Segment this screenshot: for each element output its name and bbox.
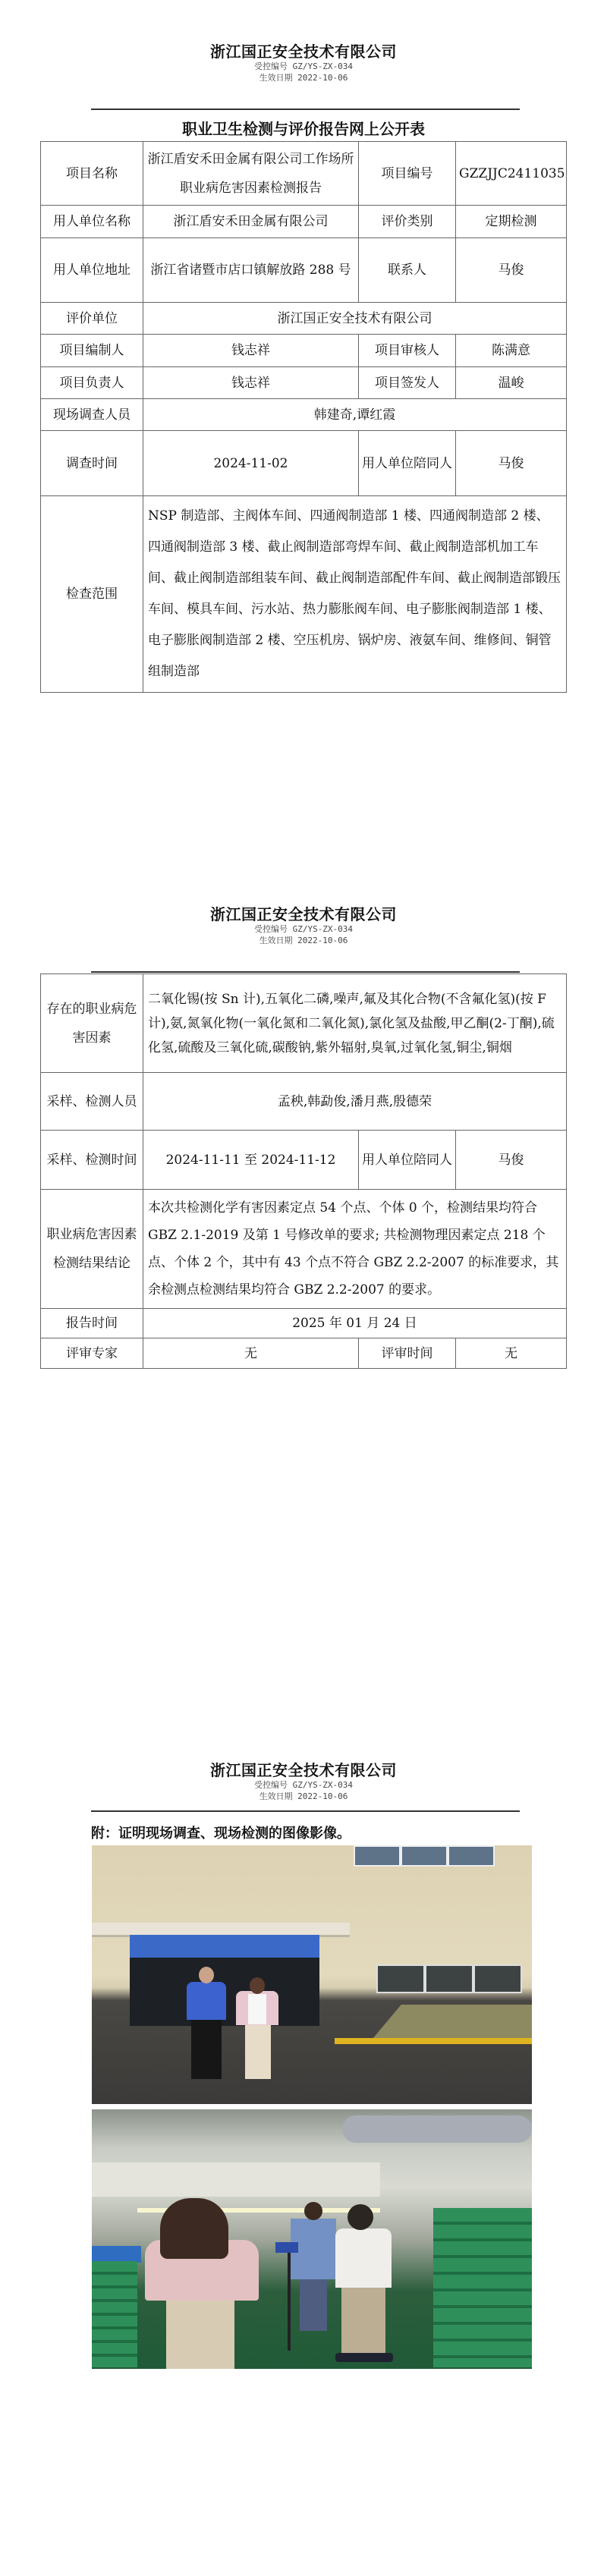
table-row bbox=[41, 303, 567, 335]
effective-date: 生效日期 2022-10-06 bbox=[259, 73, 348, 83]
field-label: 调查时间 bbox=[41, 431, 143, 496]
field-label: 报告时间 bbox=[41, 1309, 143, 1338]
table-row bbox=[41, 142, 567, 206]
inspection-scope: NSP 制造部、主阀体车间、四通阀制造部 1 楼、四通阀制造部 2 楼、四通阀制造部 3 楼、截止阀制造部弯焊车间、截止阀制造部机加工车间、截止阀制造部组装车间、截止阀制造部配件车间、截止阀制造部锻压车间、模具车间、污水站、热力膨胀阀车间、电子膨胀阀制造部 1 楼、电子膨胀阀制造部 2 楼、空压机房、锅炉房、液氨车间、维修间、铜管组制造部 bbox=[143, 496, 567, 693]
report-time: 2025 年 01 月 24 日 bbox=[143, 1309, 567, 1338]
info-table-2 bbox=[40, 973, 567, 1369]
effective-date: 生效日期 2022-10-06 bbox=[259, 936, 348, 945]
person-figure bbox=[137, 2198, 259, 2369]
field-label: 采样、检测时间 bbox=[41, 1131, 143, 1190]
control-number: 受控编号 GZ/YS-ZX-034 bbox=[253, 924, 354, 934]
table-row bbox=[41, 1073, 567, 1131]
site-detection-photo bbox=[92, 2109, 532, 2369]
field-label: 项目编制人 bbox=[41, 335, 143, 367]
field-label: 现场调查人员 bbox=[41, 399, 143, 431]
accompanying-person: 马俊 bbox=[456, 431, 567, 496]
field-label: 用人单位陪同人 bbox=[359, 431, 456, 496]
document-title: 职业卫生检测与评价报告网上公开表 bbox=[182, 120, 425, 138]
table-row bbox=[41, 496, 567, 693]
control-number: 受控编号 GZ/YS-ZX-034 bbox=[253, 61, 354, 71]
person-figure bbox=[331, 2204, 395, 2364]
field-label: 项目名称 bbox=[41, 142, 143, 206]
project-issuer: 温峻 bbox=[456, 367, 567, 399]
evaluation-unit: 浙江国正安全技术有限公司 bbox=[143, 303, 567, 335]
field-label: 用人单位地址 bbox=[41, 238, 143, 303]
employer-address: 浙江省诸暨市店口镇解放路 288 号 bbox=[143, 238, 359, 303]
table-row bbox=[41, 1190, 567, 1309]
table-row bbox=[41, 367, 567, 399]
field-label: 评价单位 bbox=[41, 303, 143, 335]
header-divider bbox=[91, 971, 520, 973]
page3-header bbox=[0, 1761, 607, 1802]
field-label: 采样、检测人员 bbox=[41, 1073, 143, 1131]
person-figure bbox=[187, 1973, 226, 2079]
evaluation-type: 定期检测 bbox=[456, 206, 567, 238]
sampling-tripod bbox=[288, 2244, 291, 2351]
table-row bbox=[41, 974, 567, 1073]
table-row bbox=[41, 1309, 567, 1338]
project-reviewer: 陈满意 bbox=[456, 335, 567, 367]
site-survey-photo bbox=[92, 1845, 532, 2104]
table-row bbox=[41, 1338, 567, 1369]
survey-time: 2024-11-02 bbox=[143, 431, 359, 496]
field-label: 检查范围 bbox=[41, 496, 143, 693]
project-name: 浙江盾安禾田金属有限公司工作场所职业病危害因素检测报告 bbox=[143, 142, 359, 206]
company-name: 浙江国正安全技术有限公司 bbox=[210, 1761, 397, 1779]
person-figure bbox=[291, 2202, 336, 2331]
field-label: 存在的职业病危害因素 bbox=[41, 974, 143, 1073]
project-compiler: 钱志祥 bbox=[143, 335, 359, 367]
table-row bbox=[41, 335, 567, 367]
review-time: 无 bbox=[456, 1338, 567, 1369]
field-label: 用人单位陪同人 bbox=[359, 1131, 456, 1190]
person-figure bbox=[236, 1980, 278, 2079]
field-label: 项目审核人 bbox=[359, 335, 456, 367]
employer-name: 浙江盾安禾田金属有限公司 bbox=[143, 206, 359, 238]
field-label: 联系人 bbox=[359, 238, 456, 303]
info-table-1 bbox=[40, 141, 567, 693]
contact-person: 马俊 bbox=[456, 238, 567, 303]
table-row bbox=[41, 1131, 567, 1190]
field-label: 评审专家 bbox=[41, 1338, 143, 1369]
table-row bbox=[41, 206, 567, 238]
field-label: 项目编号 bbox=[359, 142, 456, 206]
header-divider bbox=[91, 1810, 520, 1812]
sampling-personnel: 孟秧,韩勐俊,潘月燕,殷德荣 bbox=[143, 1073, 567, 1131]
field-label: 评审时间 bbox=[359, 1338, 456, 1369]
sampling-time: 2024-11-11 至 2024-11-12 bbox=[143, 1131, 359, 1190]
appendix-caption: 附：证明现场调查、现场检测的图像影像。 bbox=[91, 1826, 351, 1842]
project-lead: 钱志祥 bbox=[143, 367, 359, 399]
company-name: 浙江国正安全技术有限公司 bbox=[210, 42, 397, 61]
site-surveyors: 韩建奇,谭红霞 bbox=[143, 399, 567, 431]
hazard-factors: 二氧化锡(按 Sn 计),五氧化二磷,噪声,氟及其化合物(不含氟化氢)(按 F 计),氨,氮氧化物(一氧化氮和二氧化氮),氯化氢及盐酸,甲乙酮(2-丁酮),硫化氢,硫酸及三氧化硫,碳酸钠,紫外辐射,臭氧,过氧化氢,铜尘,铜烟 bbox=[143, 974, 567, 1073]
review-experts: 无 bbox=[143, 1338, 359, 1369]
page2-header bbox=[0, 905, 607, 946]
project-number: GZZJJC2411035 bbox=[456, 142, 567, 206]
detection-conclusion: 本次共检测化学有害因素定点 54 个点、个体 0 个，检测结果均符合 GBZ 2.1-2019 及第 1 号修改单的要求; 共检测物理因素定点 218 个点、个体 2 个，其中有 43 个点不符合 GBZ 2.2-2007 的标准要求，其余检测点检测结果均符合 GBZ 2.2-2007 的要求。 bbox=[143, 1190, 567, 1309]
table-row bbox=[41, 431, 567, 496]
accompanying-person: 马俊 bbox=[456, 1131, 567, 1190]
page1-header bbox=[0, 42, 607, 83]
table-row bbox=[41, 238, 567, 303]
effective-date: 生效日期 2022-10-06 bbox=[259, 1791, 348, 1801]
header-divider bbox=[91, 109, 520, 110]
company-name: 浙江国正安全技术有限公司 bbox=[210, 905, 397, 923]
sampling-device bbox=[275, 2242, 298, 2253]
field-label: 职业病危害因素检测结果结论 bbox=[41, 1190, 143, 1309]
field-label: 项目签发人 bbox=[359, 367, 456, 399]
field-label: 用人单位名称 bbox=[41, 206, 143, 238]
field-label: 评价类别 bbox=[359, 206, 456, 238]
table-row bbox=[41, 399, 567, 431]
control-number: 受控编号 GZ/YS-ZX-034 bbox=[253, 1780, 354, 1790]
field-label: 项目负责人 bbox=[41, 367, 143, 399]
